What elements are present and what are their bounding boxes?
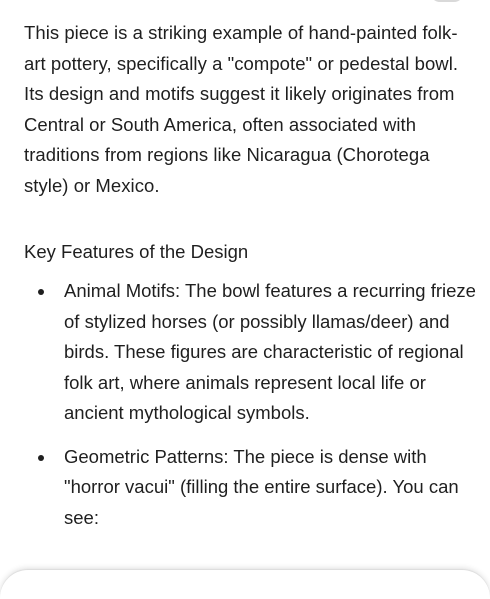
feature-text: The piece is dense with "horror vacui" (filling the entire surface). You can see: [64,445,459,528]
bullet-icon [38,289,44,295]
bullet-icon [38,455,44,461]
top-edge-fragment [430,0,464,2]
intro-paragraph: This piece is a striking example of hand-painted folk-art pottery, specifically a "compote" or pedestal bowl. Its design and motifs suggest it likely originates from Central or South America, often associated with traditions from regions like Nicaragua (Chorotega style) or Mexico. [24,22,459,196]
feature-title: Animal Motifs: [64,280,181,301]
list-item [24,276,476,429]
feature-text: The bowl features a recurring frieze of stylized horses (or possibly llamas/deer) and birds. These figures are characteristic of regional folk art, where animals represent local life or ancient mythological symbols. [64,280,476,423]
section-heading: Key Features of the Design [24,241,249,262]
feature-list [24,276,476,533]
bottom-input-panel[interactable] [0,570,490,599]
list-item [24,442,476,534]
response-content [24,18,476,546]
feature-title: Geometric Patterns: [64,445,229,467]
